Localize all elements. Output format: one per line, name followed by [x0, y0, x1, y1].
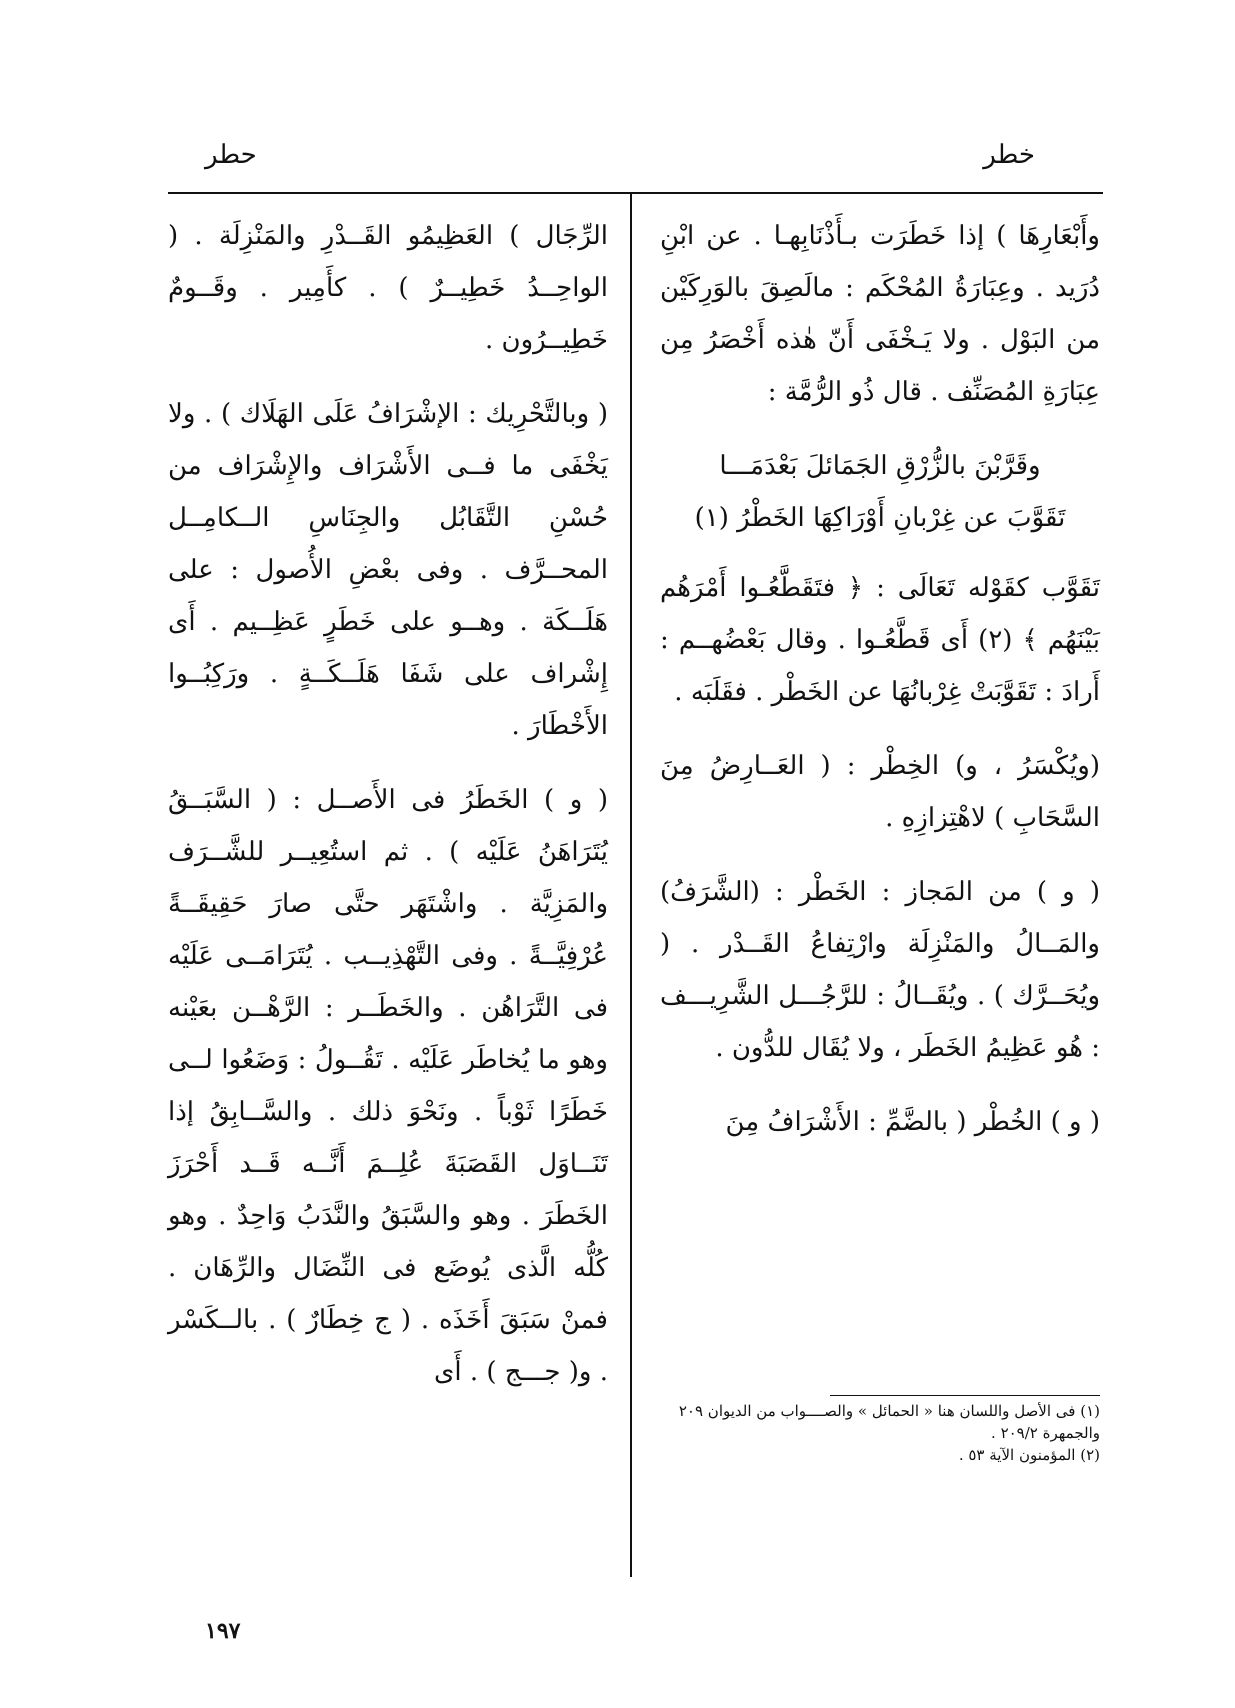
paragraph: ( و ) الخَطَرُ فى الأَصــل : ( السَّبَــقُ يُتَرَاهَنُ عَلَيْه ) . ثم استُعِيــر للشَّــرَف والمَزِيَّة . واشْتَهَر حتَّى صارَ حَقِيقَــةً عُرْفِيَّــةً . وفى التَّهْذِيــب . يُتَرَامَــى عَلَيْه فى التَّرَاهُن . والخَطَــر : الرَّهْــن بعَيْنه وهو ما يُخاطَر عَلَيْه . تَقُــولُ : وَضَعُوا لــى خَطَرًا ثَوْباً . ونَحْوَ ذلك . والسَّــابِقُ إذا تَنَــاوَل القَصَبَةَ عُلِــمَ أَنَّــه قَــد أَحْرَزَ الخَطَرَ . وهو والسَّبَقُ والنَّدَبُ وَاحِدٌ . وهو كُلُّه الَّذى يُوضَع فى النِّضَال والرِّهَان . فمنْ سَبَقَ أَخَذَه . ( ج خِطَارٌ ) . بالــكَسْر . و( جـــج ) . أَى — [168, 785, 608, 1387]
footnote-rule — [830, 1395, 1100, 1396]
footnote-1: (١) فى الأصل واللسان هنا « الحمائل » والصــــواب من الديوان ٢٠٩ والجمهرة ٢٠٩/٢ . — [678, 1402, 1100, 1442]
verse-line-2: تَقَوَّبَ عن غِرْبانِ أَوْرَاكِهَا الخَطْرُ (١) — [694, 503, 1066, 533]
header-rule — [168, 192, 1103, 194]
page-number: ١٩٧ — [205, 1618, 241, 1644]
right-column — [660, 210, 1100, 1170]
paragraph: ( و ) من المَجاز : الخَطْر : (الشَّرَفُ) والمَــالُ والمَنْزِلَة وارْتِفاعُ القَــدْر . ( ويُحَــرَّك ) . ويُقَــالُ : للرَّجُـــل الشَّرِيـــف : هُو عَظِيمُ الخَطَر ، ولا يُقَال للدُّون . — [660, 877, 1100, 1063]
running-head-left: حطر — [205, 140, 257, 170]
poetry-verse — [660, 440, 1100, 544]
paragraph: الرِّجَال ) العَظِيمُو القَــدْرِ والمَنْزِلَة . ( الواحِــدُ خَطِيــرٌ ) . كأَمِير . وقَــومٌ خَطِيــرُون . — [168, 221, 608, 355]
paragraph: ( و ) الخُطْر ( بالضَّمِّ : الأَشْرَافُ مِنَ — [725, 1107, 1100, 1137]
paragraph: وأَبْعَارِهَا ) إذا خَطَرَت بـأَذْنَابِهـا . عن ابْنِ دُرَيد . وعِبَارَةُ المُحْكَم : مالَصِقَ بالوَرِكَيْن من البَوْل . ولا يَـخْفَى أَنّ هٰذه أَخْصَرُ مِن عِبَارَةِ المُصَنِّف . قال ذُو الرُّمَّة : — [660, 221, 1100, 407]
paragraph: (ويُكْسَرُ ، و) الخِطْر : ( العَــارِضُ مِنَ السَّحَابِ ) لاهْتِزازِهِ . — [660, 751, 1100, 833]
verse-line-1: وقَرَّبْنَ بالزُّرْقِ الجَمَائلَ بَعْدَمَـــا — [719, 451, 1041, 481]
running-head-right: خطر — [983, 140, 1035, 170]
paragraph: تَقَوَّب كقَوْله تَعَالَى : ﴿ فتَقَطَّعُـوا أَمْرَهُم بَيْنَهُم ﴾ (٢) أَى قَطَّعُـوا . وقال بَعْضُهــم : أَرادَ : تَقَوَّبَتْ غِرْبانُهَا عن الخَطْر . فقَلَبَه . — [660, 573, 1100, 707]
column-divider — [630, 192, 632, 1577]
footnote-2: (٢) المؤمنون الآية ٥٣ . — [958, 1446, 1100, 1464]
paragraph: ( وبالتَّحْرِيك : الإشْرَافُ عَلَى الهَلَاك ) . ولا يَخْفَى ما فــى الأَشْرَاف والإِشْرَاف من حُسْنِ التَّقَابُل والجِنَاسِ الــكامِــل المحــرَّف . وفى بعْضِ الأُصول : على هَلَــكَة . وهــو على خَطَرٍ عَظِــيم . أَى إِشْراف على شَفَا هَلَــكَــةٍ . ورَكِبُــوا الأَخْطَارَ . — [168, 399, 608, 741]
left-column — [168, 210, 608, 1420]
footnotes — [660, 1400, 1100, 1466]
